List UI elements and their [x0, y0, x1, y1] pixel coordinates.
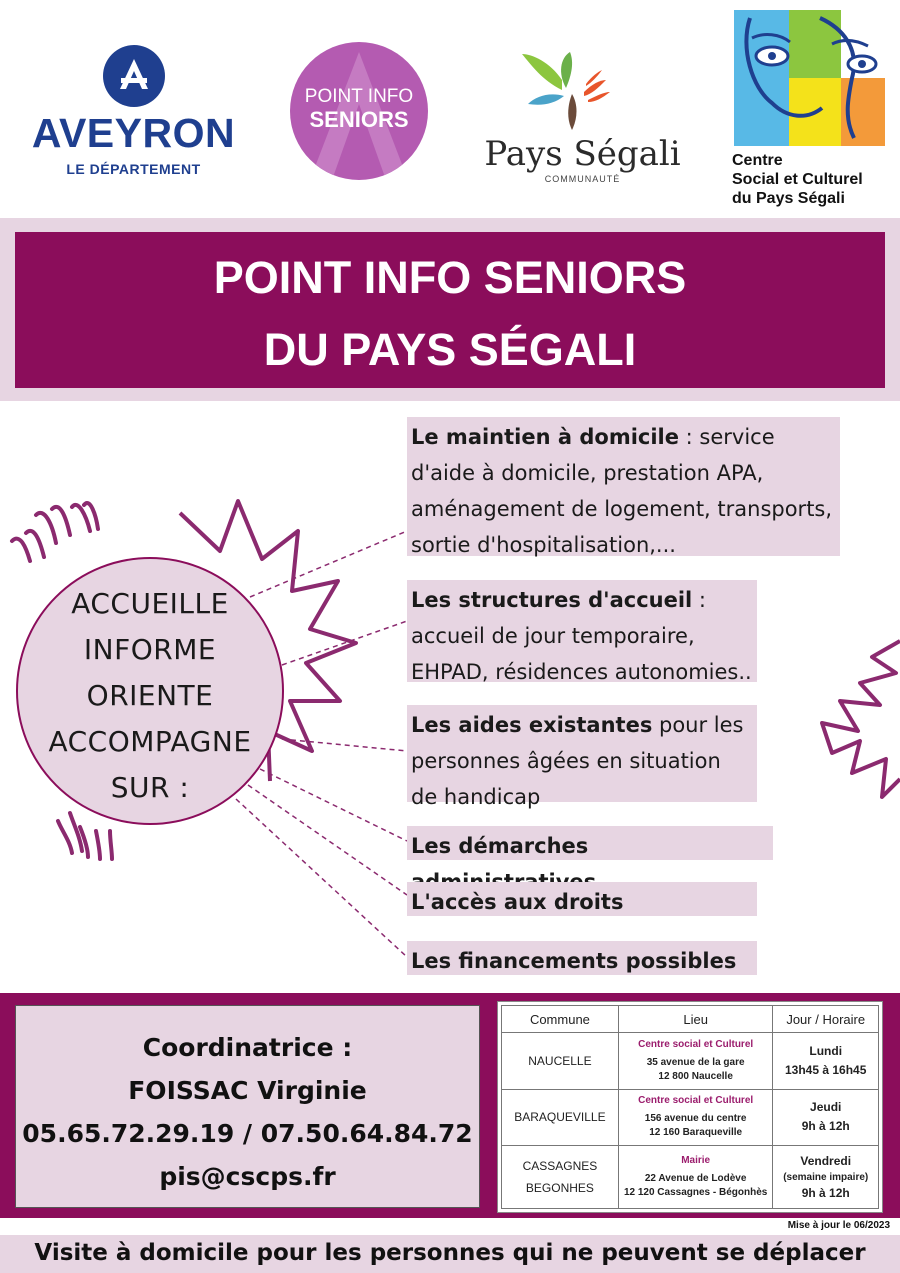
- pays-segali-name: Pays Ségali: [484, 134, 681, 174]
- update-date-note: Mise à jour le 06/2023: [787, 1220, 890, 1231]
- pays-segali-logo: [480, 40, 685, 190]
- cell-lieu: Centre social et Culturel 35 avenue de la gare 12 800 Naucelle: [618, 1033, 773, 1090]
- circle-line: ACCOMPAGNE: [48, 725, 252, 758]
- contact-band: [0, 993, 900, 1218]
- cell-horaire: Vendredi (semaine impaire) 9h à 12h: [773, 1146, 879, 1209]
- topic-structures-accueil: [407, 580, 757, 682]
- topic-description: : service d'aide à domicile, prestation APA, aménagement de logement, transports, sortie d'hospitalisation,...: [411, 425, 833, 557]
- topic-label: Les financements possibles: [411, 949, 737, 973]
- cell-horaire: Lundi 13h45 à 16h45: [773, 1033, 879, 1090]
- cell-lieu: Centre social et Culturel 156 avenue du centre 12 160 Baraqueville: [618, 1089, 773, 1146]
- topic-maintien-domicile: [407, 417, 840, 556]
- topic-label: L'accès aux droits: [411, 890, 624, 914]
- column-header-commune: Commune: [502, 1006, 619, 1033]
- pis-line2: SENIORS: [309, 107, 409, 132]
- topic-financements: [407, 941, 757, 975]
- services-section: [0, 401, 900, 993]
- topic-aides-existantes: [407, 705, 757, 809]
- point-info-seniors-logo: [290, 42, 428, 180]
- circle-line: ACCUEILLE: [71, 587, 229, 620]
- accueil-circle: [16, 557, 284, 825]
- coordinator-box: [15, 1005, 480, 1208]
- circle-line: ORIENTE: [86, 679, 214, 712]
- topic-label: Les démarches: [411, 834, 589, 858]
- page-title-line1: POINT INFO SENIORS: [213, 252, 687, 303]
- pays-segali-subtitle: COMMUNAUTÉ: [544, 174, 621, 184]
- topic-description: : accueil de jour temporaire, EHPAD, résidences autonomies..: [411, 588, 752, 684]
- column-header-horaire: Jour / Horaire: [773, 1006, 879, 1033]
- cell-commune: BARAQUEVILLE: [502, 1089, 619, 1146]
- column-header-lieu: Lieu: [618, 1006, 773, 1033]
- topic-description: pour les personnes âgées en situation de handicap: [411, 713, 744, 809]
- logo-header: [0, 0, 900, 218]
- page-title-line2: DU PAYS SÉGALI: [263, 324, 637, 375]
- aveyron-name: AVEYRON: [31, 110, 236, 156]
- coordinator-name: FOISSAC Virginie: [128, 1076, 367, 1105]
- pis-line1: POINT INFO: [304, 86, 414, 107]
- topic-label: Les aides existantes: [411, 713, 653, 737]
- cell-commune: NAUCELLE: [502, 1033, 619, 1090]
- topic-demarches-administratives: [407, 826, 773, 860]
- centre-social-logo: [732, 8, 892, 213]
- topic-label: Les structures d'accueil: [411, 588, 693, 612]
- title-box: [15, 232, 885, 388]
- coordinator-phones[interactable]: 05.65.72.29.19 / 07.50.64.84.72: [22, 1119, 473, 1148]
- aveyron-badge-icon: [103, 45, 165, 107]
- coordinator-label: Coordinatrice :: [142, 1033, 353, 1062]
- leaves-icon: [480, 40, 685, 135]
- faces-artwork-icon: [732, 8, 887, 148]
- coordinator-email[interactable]: pis@cscps.fr: [159, 1162, 336, 1191]
- circle-line: SUR :: [110, 771, 190, 804]
- topic-label: Le maintien à domicile: [411, 425, 679, 449]
- schedule-table: [497, 1001, 883, 1213]
- centre-social-caption: Centre Social et Culturel du Pays Ségali: [732, 152, 863, 207]
- circle-line: INFORME: [83, 633, 217, 666]
- aveyron-logo: [26, 45, 241, 185]
- table-row: [502, 1146, 879, 1209]
- table-row: [502, 1089, 879, 1146]
- cell-lieu: Mairie 22 Avenue de Lodève 12 120 Cassagnes - Bégonhès: [618, 1146, 773, 1209]
- home-visit-banner: Visite à domicile pour les personnes qui ne peuvent se déplacer: [0, 1235, 900, 1273]
- cell-commune: CASSAGNES BEGONHES: [502, 1146, 619, 1209]
- title-band: [0, 218, 900, 401]
- topic-acces-droits: [407, 882, 757, 916]
- aveyron-subtitle: LE DÉPARTEMENT: [66, 161, 201, 177]
- table-row: [502, 1033, 879, 1090]
- cell-horaire: Jeudi 9h à 12h: [773, 1089, 879, 1146]
- table-header-row: [502, 1006, 879, 1033]
